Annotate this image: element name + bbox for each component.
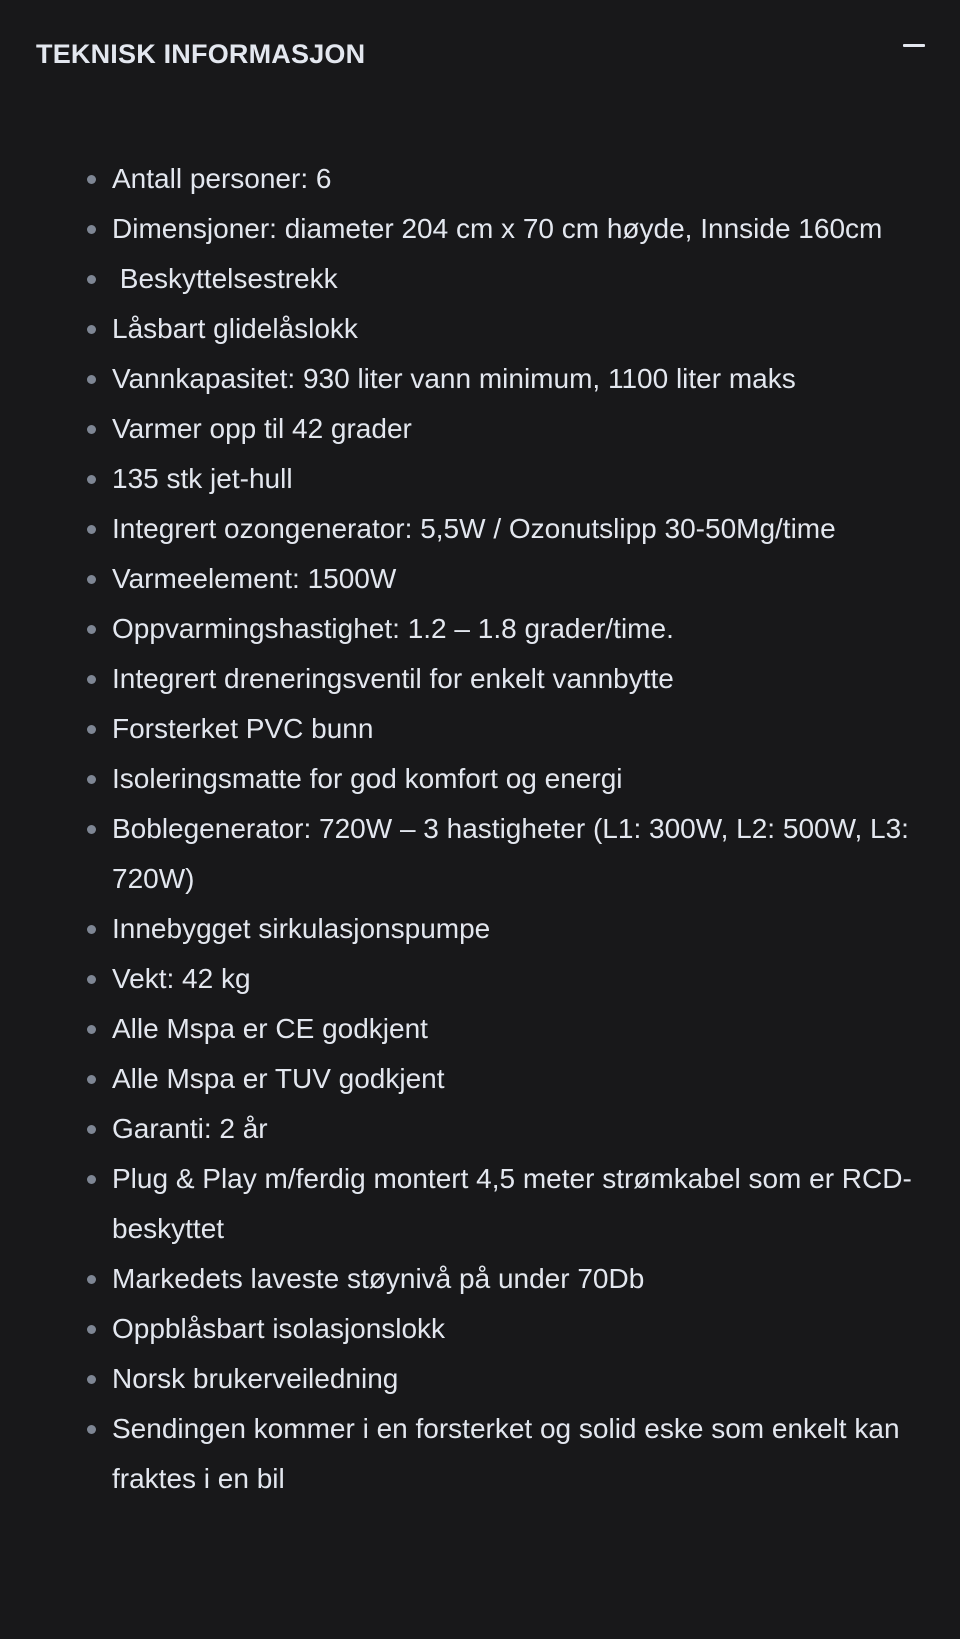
spec-text: Markedets laveste støynivå på under 70Db bbox=[112, 1263, 645, 1294]
list-item bbox=[0, 904, 960, 954]
list-item bbox=[0, 1304, 960, 1354]
spec-text: Antall personer: 6 bbox=[112, 163, 332, 194]
bullet-icon bbox=[87, 575, 96, 584]
bullet-icon bbox=[87, 1025, 96, 1034]
spec-text: Forsterket PVC bunn bbox=[112, 713, 374, 744]
bullet-icon bbox=[87, 825, 96, 834]
list-item bbox=[0, 454, 960, 504]
bullet-icon bbox=[87, 725, 96, 734]
spec-text: Sendingen kommer i en forsterket og solid eske som enkelt kan fraktes i en bil bbox=[112, 1413, 908, 1494]
spec-text: Beskyttelsestrekk bbox=[112, 263, 338, 294]
bullet-icon bbox=[87, 425, 96, 434]
list-item bbox=[0, 604, 960, 654]
bullet-icon bbox=[87, 375, 96, 384]
spec-text: Isoleringsmatte for god komfort og energi bbox=[112, 763, 623, 794]
section-title: TEKNISK INFORMASJON bbox=[36, 39, 366, 69]
list-item bbox=[0, 554, 960, 604]
bullet-icon bbox=[87, 1125, 96, 1134]
spec-text: Garanti: 2 år bbox=[112, 1113, 268, 1144]
bullet-icon bbox=[87, 1175, 96, 1184]
bullet-icon bbox=[87, 175, 96, 184]
spec-text: Oppvarmingshastighet: 1.2 – 1.8 grader/time. bbox=[112, 613, 674, 644]
list-item bbox=[0, 804, 960, 904]
bullet-icon bbox=[87, 1425, 96, 1434]
list-item bbox=[0, 1054, 960, 1104]
list-item bbox=[0, 154, 960, 204]
bullet-icon bbox=[87, 975, 96, 984]
spec-text: Innebygget sirkulasjonspumpe bbox=[112, 913, 491, 944]
bullet-icon bbox=[87, 225, 96, 234]
list-item bbox=[0, 954, 960, 1004]
spec-text: Alle Mspa er CE godkjent bbox=[112, 1013, 428, 1044]
list-item bbox=[0, 504, 960, 554]
accordion-header[interactable] bbox=[0, 0, 960, 110]
bullet-icon bbox=[87, 1275, 96, 1284]
spec-text: Varmeelement: 1500W bbox=[112, 563, 397, 594]
spec-text: Norsk brukerveiledning bbox=[112, 1363, 399, 1394]
bullet-icon bbox=[87, 1375, 96, 1384]
bullet-icon bbox=[87, 625, 96, 634]
bullet-icon bbox=[87, 275, 96, 284]
bullet-icon bbox=[87, 525, 96, 534]
spec-list bbox=[0, 154, 960, 1504]
list-item bbox=[0, 1404, 960, 1504]
list-item bbox=[0, 754, 960, 804]
list-item bbox=[0, 654, 960, 704]
list-item bbox=[0, 204, 960, 254]
bullet-icon bbox=[87, 775, 96, 784]
bullet-icon bbox=[87, 325, 96, 334]
minus-icon[interactable] bbox=[903, 44, 925, 47]
list-item bbox=[0, 1004, 960, 1054]
list-item bbox=[0, 1104, 960, 1154]
spec-text: 135 stk jet-hull bbox=[112, 463, 293, 494]
spec-text: Integrert ozongenerator: 5,5W / Ozonutslipp 30-50Mg/time bbox=[112, 513, 836, 544]
list-item bbox=[0, 354, 960, 404]
list-item bbox=[0, 304, 960, 354]
bullet-icon bbox=[87, 1325, 96, 1334]
spec-text: Plug & Play m/ferdig montert 4,5 meter strømkabel som er RCD-beskyttet bbox=[112, 1163, 912, 1244]
spec-text: Vannkapasitet: 930 liter vann minimum, 1100 liter maks bbox=[112, 363, 796, 394]
bullet-icon bbox=[87, 675, 96, 684]
list-item bbox=[0, 1254, 960, 1304]
list-item bbox=[0, 1354, 960, 1404]
list-item bbox=[0, 704, 960, 754]
list-item bbox=[0, 1154, 960, 1254]
spec-text: Vekt: 42 kg bbox=[112, 963, 251, 994]
bullet-icon bbox=[87, 1075, 96, 1084]
spec-text: Integrert dreneringsventil for enkelt vannbytte bbox=[112, 663, 674, 694]
spec-text: Låsbart glidelåslokk bbox=[112, 313, 358, 344]
spec-text: Boblegenerator: 720W – 3 hastigheter (L1: 300W, L2: 500W, L3: 720W) bbox=[112, 813, 917, 894]
spec-text: Oppblåsbart isolasjonslokk bbox=[112, 1313, 446, 1344]
list-item bbox=[0, 254, 960, 304]
spec-text: Dimensjoner: diameter 204 cm x 70 cm høyde, Innside 160cm bbox=[112, 213, 883, 244]
list-item bbox=[0, 404, 960, 454]
bullet-icon bbox=[87, 475, 96, 484]
spec-text: Varmer opp til 42 grader bbox=[112, 413, 412, 444]
spec-text: Alle Mspa er TUV godkjent bbox=[112, 1063, 445, 1094]
bullet-icon bbox=[87, 925, 96, 934]
